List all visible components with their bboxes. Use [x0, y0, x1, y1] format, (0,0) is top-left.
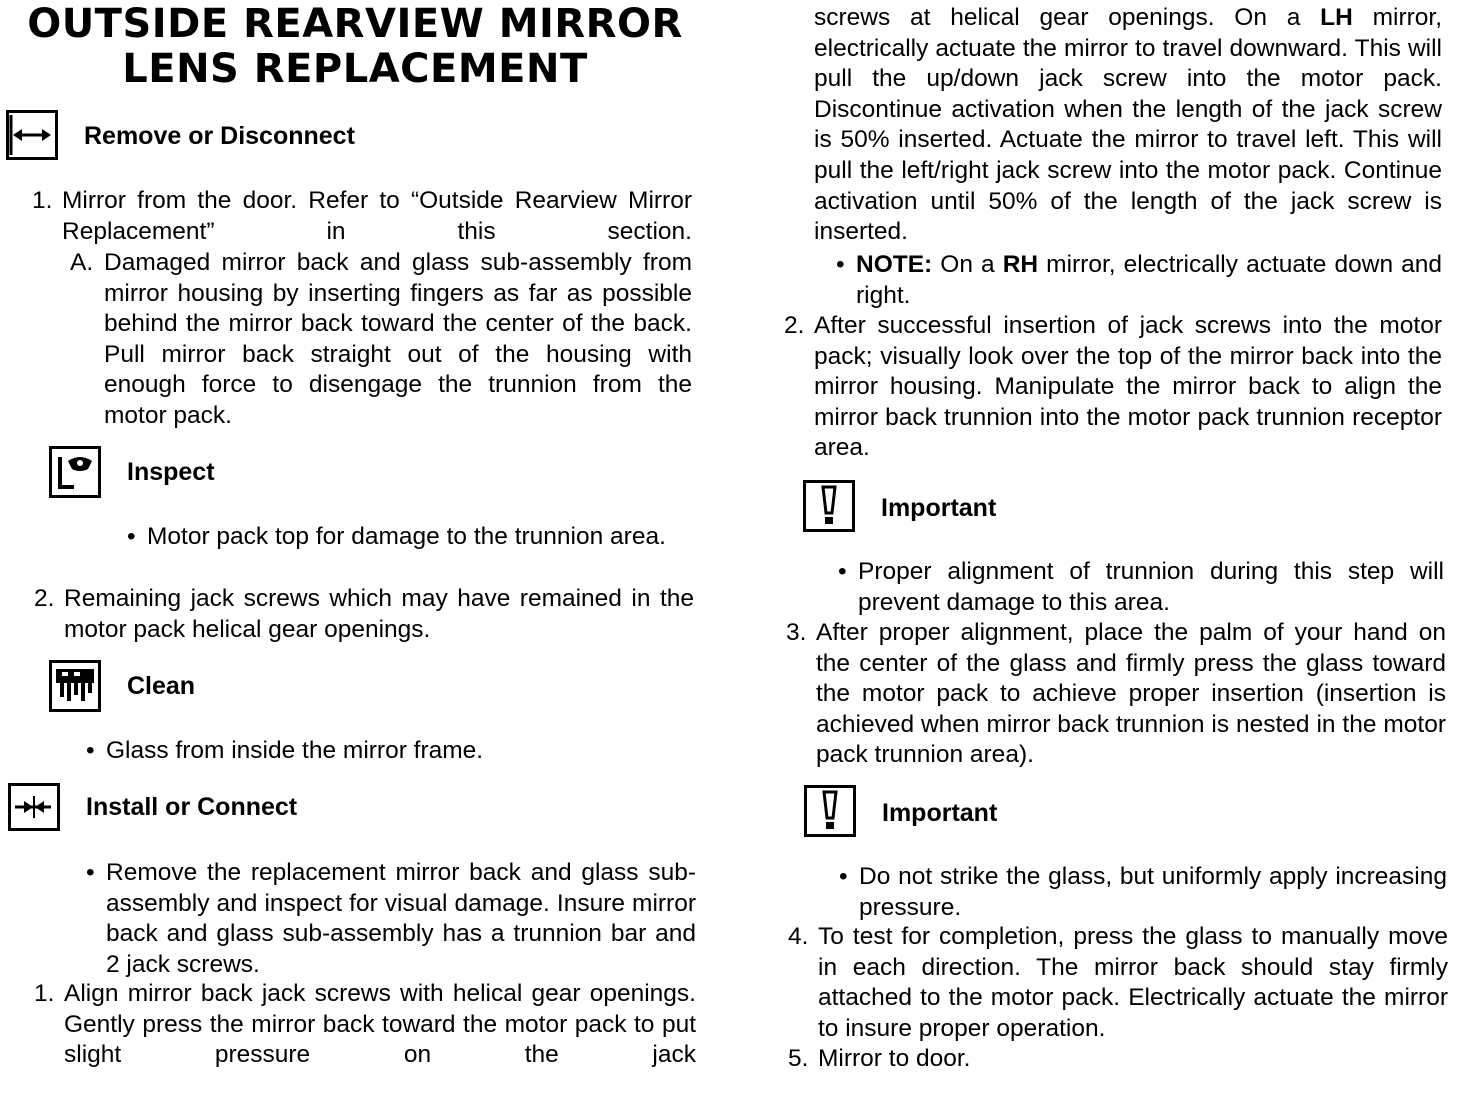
step-number: 3. — [786, 619, 807, 646]
clean-bullet — [86, 736, 696, 767]
page-title — [0, 2, 710, 92]
important-bullet-2 — [839, 862, 1447, 923]
install-bullet — [86, 858, 696, 980]
step-number: 1. — [34, 980, 55, 1007]
note-label: NOTE: — [856, 251, 933, 278]
install-step-5 — [788, 1044, 1448, 1075]
remove-step-1 — [32, 186, 692, 247]
step-text: After proper alignment, place the palm of your hand on the center of the glass and firmly press the glass toward the motor pack to achieve proper insertion (insertion is achieved when mirror back trunnion is nested in the motor pack trunnion area). — [816, 619, 1446, 769]
note-text-a: On a — [932, 251, 1003, 278]
step-number: 5. — [788, 1045, 809, 1072]
clean-label: Clean — [127, 672, 196, 700]
remove-step-1a — [70, 248, 692, 432]
lh-label: LH — [1320, 4, 1353, 31]
bullet-text: Glass from inside the mirror frame. — [106, 737, 484, 764]
remove-step-2 — [34, 584, 694, 645]
title-line-1: OUTSIDE REARVIEW MIRROR — [27, 1, 683, 47]
step-number: 2. — [784, 312, 805, 339]
install-connect-label: Install or Connect — [86, 793, 298, 821]
title-line-2: LENS REPLACEMENT — [122, 46, 588, 92]
bullet-dot: • — [839, 863, 848, 890]
note-bullet — [836, 250, 1443, 311]
install-step-1 — [34, 979, 696, 1071]
note-text-b: mirror, electrically actuate down and right. — [856, 251, 1443, 309]
bullet-dot: • — [86, 737, 95, 764]
remove-disconnect-label: Remove or Disconnect — [84, 122, 355, 150]
continued-text-a: screws at helical gear openings. On a — [814, 4, 1321, 31]
install-step-4 — [788, 922, 1448, 1044]
install-step-3 — [786, 618, 1446, 771]
step-text: Mirror to door. — [818, 1045, 971, 1072]
step-text: After successful insertion of jack screws into the motor pack; visually look over the top of the mirror back into the mirror housing. Manipulate the mirror back to align the mirror back trunnion into the motor pack trunnion receptor area. — [814, 312, 1442, 462]
step-text: Align mirror back jack screws with helical gear openings. Gently press the mirror back toward the motor pack to put slight pressure on the jack — [64, 980, 696, 1069]
install-step-2 — [784, 311, 1442, 464]
bullet-text: Remove the replacement mirror back and glass sub-assembly and inspect for visual damage. Insure mirror back and glass sub-assembly has a trunnion bar and 2 jack screws. — [106, 859, 696, 978]
exclamation-icon — [804, 785, 856, 837]
bullet-text: Proper alignment of trunnion during this step will prevent damage to this area. — [858, 558, 1444, 616]
clean-brush-icon — [49, 660, 101, 712]
bullet-text: Do not strike the glass, but uniformly apply increasing pressure. — [859, 863, 1447, 921]
bullet-dot: • — [838, 558, 847, 585]
step-letter: A. — [70, 249, 94, 276]
step-number: 2. — [34, 585, 55, 612]
install-step-1-continued — [814, 3, 1442, 248]
important-label-1: Important — [881, 494, 997, 522]
important-bullet-1 — [838, 557, 1444, 618]
inspect-label: Inspect — [127, 458, 215, 486]
step-number: 4. — [788, 923, 809, 950]
remove-arrows-icon — [6, 110, 58, 160]
install-connect-header — [8, 783, 508, 835]
exclamation-icon — [803, 480, 855, 532]
bullet-dot: • — [127, 523, 136, 550]
inspect-bullet — [127, 522, 693, 553]
inspect-header — [49, 446, 449, 498]
bullet-dot: • — [836, 251, 845, 278]
step-number: 1. — [32, 187, 53, 214]
bullet-dot: • — [86, 859, 95, 886]
step-text: To test for completion, press the glass to manually move in each direction. The mirror back should stay firmly attached to the motor pack. Electrically actuate the mirror to insure proper operation. — [818, 923, 1448, 1042]
install-arrows-icon — [8, 783, 60, 831]
important-label-2: Important — [882, 799, 998, 827]
step-text: Remaining jack screws which may have remained in the motor pack helical gear openings. — [64, 585, 694, 643]
important-header-1 — [803, 480, 1203, 532]
step-text: Mirror from the door. Refer to “Outside Rearview Mirror Replacement” in this section. — [62, 187, 692, 245]
step-text: Damaged mirror back and glass sub-assembly from mirror housing by inserting fingers as far as possible behind the mirror back toward the center of the back. Pull mirror back straight out of the housing with enough force to disengage the trunnion from the motor pack. — [104, 249, 692, 429]
inspect-eye-icon — [49, 446, 101, 498]
clean-header — [49, 660, 449, 712]
rh-label: RH — [1002, 251, 1039, 278]
important-header-2 — [804, 785, 1204, 837]
bullet-text: Motor pack top for damage to the trunnion area. — [147, 523, 666, 550]
remove-disconnect-header — [6, 110, 506, 162]
continued-text-b: mirror, electrically actuate the mirror to travel downward. This will pull the up/down jack screw into the motor pack. Discontinue activation when the length of the jack screw is 50% inserted. Actuate the mirror to travel left. This will pull the left/right jack screw into the motor pack. Continue activation until 50% of the length of the jack screw is inserted. — [814, 4, 1442, 246]
